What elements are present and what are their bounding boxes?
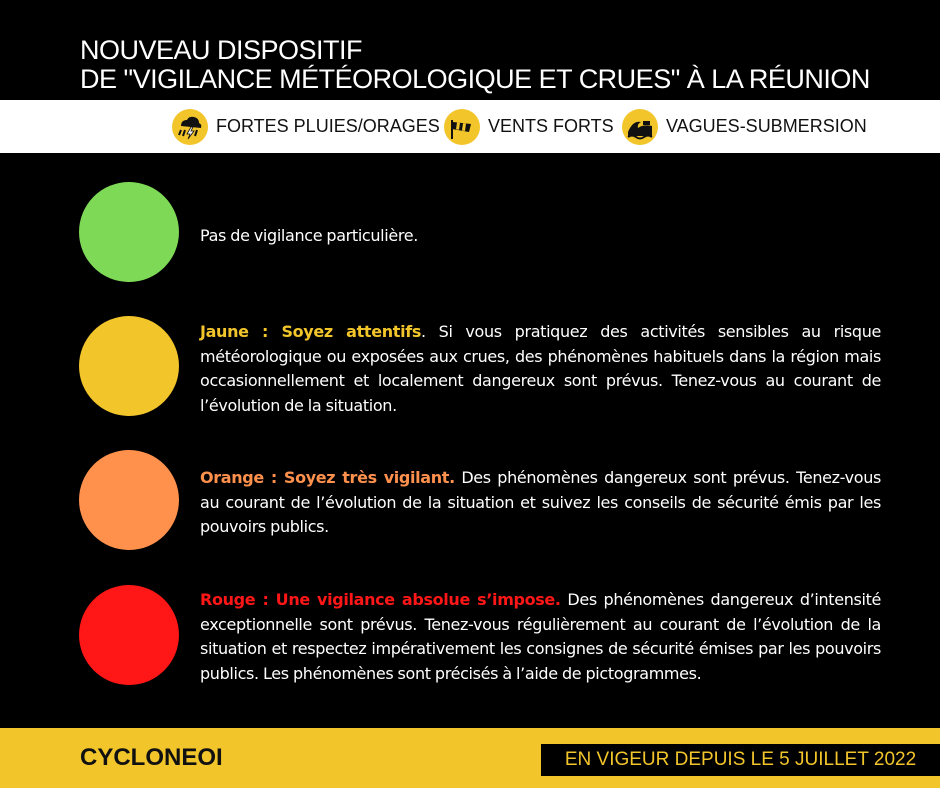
effective-date-badge: EN VIGEUR DEPUIS LE 5 JUILLET 2022: [541, 744, 940, 776]
red-dot: [79, 585, 179, 685]
windsock-icon: [444, 109, 480, 145]
yellow-heading: Jaune : Soyez attentifs: [200, 322, 421, 341]
legend-item-rain: [172, 100, 440, 153]
waves-submersion-icon: [622, 109, 658, 145]
title-line-1: NOUVEAU DISPOSITIF: [80, 35, 363, 65]
green-description: [200, 224, 881, 249]
legend-label-wind: VENTS FORTS: [488, 116, 614, 136]
orange-description: [200, 466, 881, 540]
orange-text: Des phénomènes dangereux sont prévus. Tenez-vous au courant de l’évolution de la situation et suivez les conseils de sécurité émis par les pouvoirs publics.: [200, 468, 881, 536]
legend-label-rain: FORTES PLUIES/ORAGES: [216, 116, 440, 136]
pictogram-legend: [0, 100, 940, 153]
legend-item-wind: [444, 100, 614, 153]
orange-heading: Orange : Soyez très vigilant.: [200, 468, 455, 487]
yellow-dot: [79, 316, 179, 416]
red-heading: Rouge : Une vigilance absolue s’impose.: [200, 590, 561, 609]
red-description: [200, 588, 881, 686]
page-title: [80, 36, 870, 94]
yellow-text: . Si vous pratiquez des activités sensibles au risque météorologique ou exposées aux crues, des phénomènes habituels dans la région mais occasionnellement et localement dangereux sont prévus. Tenez-vous au courant de l’évolution de la situation.: [200, 322, 881, 415]
orange-dot: [79, 450, 179, 550]
footer: [0, 728, 940, 788]
legend-label-waves: VAGUES-SUBMERSION: [666, 116, 867, 136]
brand-name: CYCLONEOI: [80, 744, 223, 771]
legend-item-waves: [622, 100, 867, 153]
green-text: Pas de vigilance particulière.: [200, 226, 418, 245]
rain-storm-icon: [172, 109, 208, 145]
red-text: Des phénomènes dangereux d’intensité exceptionnelle sont prévus. Tenez-vous régulièrement au courant de l’évolution de la situation et respectez impérativement les consignes de sécurité émises par les pouvoirs publics. Les phénomènes sont précisés à l’aide de pictogrammes.: [200, 590, 881, 683]
title-line-2: DE "VIGILANCE MÉTÉOROLOGIQUE ET CRUES" À LA RÉUNION: [80, 64, 870, 94]
yellow-description: [200, 320, 881, 418]
green-dot: [79, 182, 179, 282]
